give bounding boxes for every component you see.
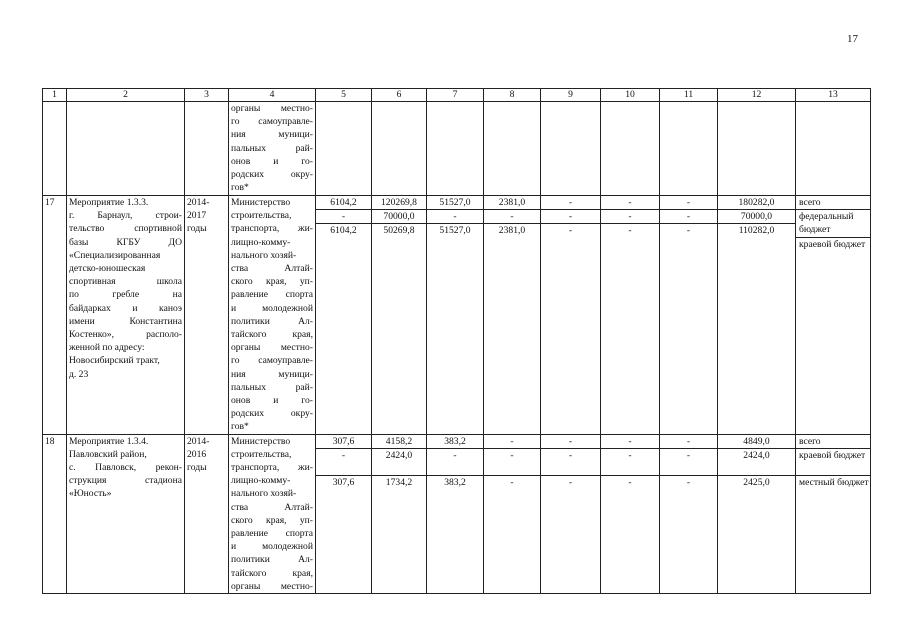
text-line: родских окру- <box>231 169 313 181</box>
text-line: онов и го- <box>231 395 313 407</box>
amount-cell: 2424,0 <box>372 448 426 475</box>
table-row <box>43 434 871 593</box>
header-cell: 4 <box>229 89 316 102</box>
amount-cell: - <box>660 435 717 449</box>
amount-cell: - <box>686 476 691 488</box>
amount-cell: - <box>601 196 659 210</box>
executor-cell <box>229 434 316 593</box>
text-line: родских окру- <box>231 408 313 420</box>
total-cell: 2424,0 <box>718 448 795 475</box>
amount-cell: - <box>686 225 691 237</box>
amount-cell: - <box>316 448 371 475</box>
amount-cell: - <box>601 448 659 475</box>
amount-cell: 51527,0 <box>439 225 471 237</box>
text-line: женной по адресу: <box>69 342 145 354</box>
text-line: и молодежной <box>231 302 313 314</box>
amount-cell: 70000,0 <box>372 210 426 224</box>
page-number: 17 <box>847 33 858 45</box>
text-line: Министерство <box>231 435 291 447</box>
amount-cell: - <box>660 448 717 475</box>
amount-cell: - <box>541 448 600 475</box>
text-line: ства Алтай- <box>231 501 313 513</box>
total-cell: 70000,0 <box>718 210 795 224</box>
text-line: пальных рай- <box>231 142 313 154</box>
source-cell: всего <box>796 196 870 210</box>
amount-cell: - <box>541 435 600 449</box>
text-line: Новосибирский тракт, <box>69 355 160 367</box>
amount-cell: 51527,0 <box>427 196 483 210</box>
header-cell: 7 <box>427 89 484 102</box>
text-line: ского края, уп- <box>231 276 313 288</box>
header-cell: 2 <box>67 89 185 102</box>
text-line: строительства, <box>231 448 292 460</box>
period-cell: 2014-2017 годы <box>185 196 229 435</box>
amount-cell: 120269,8 <box>372 196 426 210</box>
total-cell: 2425,0 <box>743 476 770 488</box>
text-line: нального хозяй- <box>231 488 297 500</box>
text-line: транспорта, жи- <box>231 223 313 235</box>
text-line: онов и го- <box>231 155 313 167</box>
text-line: по гребле на <box>69 289 182 301</box>
text-line: с. Павловск, рекон- <box>69 462 182 474</box>
amount-cell: - <box>660 210 717 224</box>
text-line: «Юность» <box>69 488 112 500</box>
table-row <box>43 196 871 435</box>
executor-cell <box>229 102 316 196</box>
text-line: Павловский район, <box>69 448 147 460</box>
header-cell: 10 <box>601 89 660 102</box>
text-line: гов* <box>231 421 249 433</box>
text-line: политики Ал- <box>231 315 313 327</box>
text-line: и молодежной <box>231 541 313 553</box>
text-line: го самоуправле- <box>231 355 313 367</box>
header-row <box>43 89 871 102</box>
amount-cell: - <box>568 476 573 488</box>
text-line: нального хозяй- <box>231 249 297 261</box>
amount-cell: - <box>541 210 600 224</box>
amount-cell: - <box>660 196 717 210</box>
continuation-row <box>43 102 871 196</box>
text-line: ского края, уп- <box>231 514 313 526</box>
text-line: Костенко», располо- <box>69 329 182 341</box>
header-cell: 11 <box>660 89 718 102</box>
amount-cell: 307,6 <box>332 476 355 488</box>
header-cell: 1 <box>43 89 67 102</box>
text-line: «Специализированная <box>69 249 161 261</box>
period-cell: 2014-2016 годы <box>185 434 229 593</box>
text-line: ния муници- <box>231 368 313 380</box>
text-line: политики Ал- <box>231 554 313 566</box>
text-line: ния муници- <box>231 129 313 141</box>
text-line: органы местно- <box>231 580 313 592</box>
text-line: г. Барнаул, строи- <box>69 210 182 222</box>
executor-cell <box>229 196 316 435</box>
header-cell: 8 <box>484 89 541 102</box>
total-cell: 4849,0 <box>718 435 795 449</box>
text-line: строительства, <box>231 210 292 222</box>
source-cell: федеральный бюджет <box>796 210 870 237</box>
row-number: 18 <box>43 434 67 593</box>
text-line: байдарках и каноэ <box>69 302 182 314</box>
text-line: гов* <box>231 182 249 194</box>
source-cell: краевой бюджет <box>796 448 870 475</box>
amount-cell: 4158,2 <box>372 435 426 449</box>
amount-cell: - <box>568 225 573 237</box>
amount-cell: 2381,0 <box>498 225 526 237</box>
text-line: ства Алтай- <box>231 263 313 275</box>
total-cell: 110282,0 <box>738 225 775 237</box>
source-cell: краевой бюджет <box>799 238 866 250</box>
text-line: Министерство <box>231 197 291 208</box>
amount-cell: - <box>484 448 540 475</box>
amount-cell: - <box>541 196 600 210</box>
header-cell: 3 <box>185 89 229 102</box>
text-line: базы КГБУ ДО <box>69 236 182 248</box>
amount-cell: - <box>427 210 483 224</box>
amount-cell: - <box>601 435 659 449</box>
source-cell: всего <box>796 435 870 449</box>
text-line: го самоуправле- <box>231 116 313 128</box>
amount-cell: 2381,0 <box>484 196 540 210</box>
text-line: равление спорта <box>231 528 313 540</box>
header-cell: 5 <box>316 89 372 102</box>
amount-cell: - <box>484 435 540 449</box>
header-cell: 12 <box>718 89 796 102</box>
text-line: струкция стадиона <box>69 475 182 487</box>
amount-cell: - <box>484 210 540 224</box>
measure-name-cell <box>67 196 185 435</box>
measure-name-cell <box>67 434 185 593</box>
header-cell: 9 <box>541 89 601 102</box>
text-line: лищно-комму- <box>231 236 291 248</box>
text-line: Мероприятие 1.3.3. <box>69 197 149 208</box>
amount-cell: - <box>316 210 371 224</box>
text-line: д. 23 <box>69 368 89 380</box>
row-number: 17 <box>43 196 67 435</box>
program-table <box>42 88 871 594</box>
amount-cell: - <box>510 476 514 488</box>
amount-cell: 50269,8 <box>383 225 415 237</box>
header-cell: 13 <box>796 89 871 102</box>
text-line: спортивная школа <box>69 276 182 288</box>
text-line: Мероприятие 1.3.4. <box>69 435 149 447</box>
amount-cell: 383,2 <box>444 476 466 488</box>
text-line: тельство спортивной <box>69 223 182 235</box>
amount-cell: - <box>628 476 632 488</box>
text-line: имени Константина <box>69 315 182 327</box>
amount-cell: 1734,2 <box>385 476 413 488</box>
amount-cell: - <box>628 225 632 237</box>
text-line: детско-юношеская <box>69 263 146 275</box>
text-line: равление спорта <box>231 289 313 301</box>
text-line: органы местно- <box>231 103 313 114</box>
text-line: лищно-комму- <box>231 475 291 487</box>
text-line: органы местно- <box>231 342 313 354</box>
amount-cell: 6104,2 <box>316 196 371 210</box>
total-cell: 180282,0 <box>718 196 795 210</box>
header-cell: 6 <box>372 89 427 102</box>
source-cell: местный бюджет <box>799 476 869 488</box>
text-line: транспорта, жи- <box>231 462 313 474</box>
amount-cell: - <box>427 448 483 475</box>
text-line: тайского края, <box>231 567 313 579</box>
amount-cell: 6104,2 <box>330 225 357 237</box>
text-line: пальных рай- <box>231 381 313 393</box>
amount-cell: - <box>601 210 659 224</box>
text-line: тайского края, <box>231 329 313 341</box>
amount-cell: 307,6 <box>316 435 371 449</box>
amount-cell: 383,2 <box>427 435 483 449</box>
